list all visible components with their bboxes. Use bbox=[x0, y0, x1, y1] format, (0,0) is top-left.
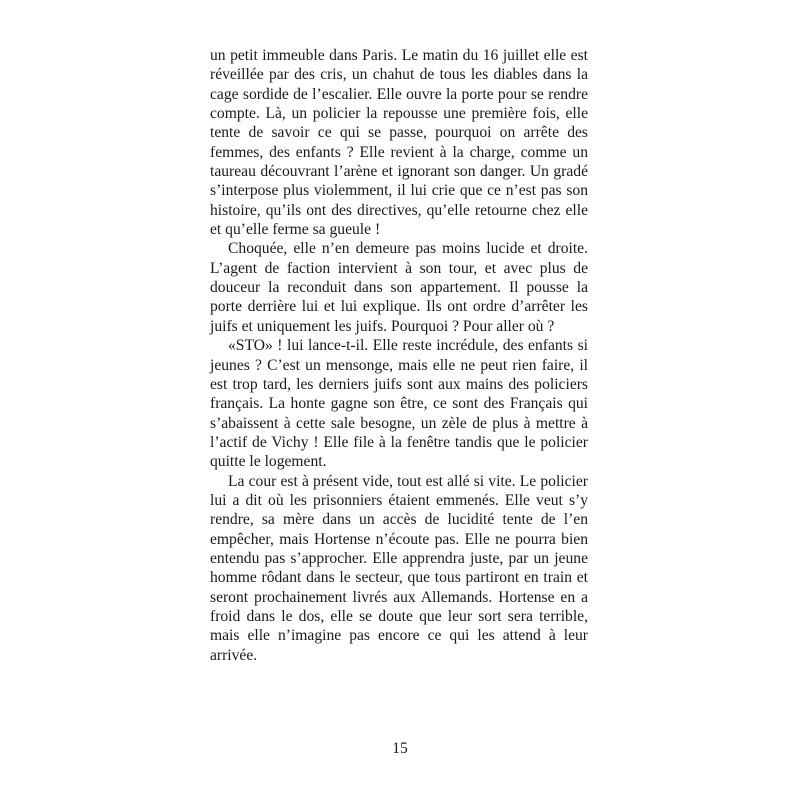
paragraph-4: La cour est à présent vide, tout est allé si vite. Le policier lui a dit où les prisonniers étaient emmenés. Elle veut s’y rendre, sa mère dans un accès de lucidité tente de l’en empêcher, mais Hortense n’écoute pas. Elle ne pourra bien entendu pas s’approcher. Elle apprendra juste, par un jeune homme rôdant dans le secteur, que tous partiront en train et seront prochainement livrés aux Allemands. Hortense en a froid dans le dos, elle se doute que leur sort sera terrible, mais elle n’imagine pas encore ce qui les attend à leur arrivée. bbox=[210, 472, 588, 664]
body-text bbox=[210, 46, 588, 665]
paragraph-2: Choquée, elle n’en demeure pas moins lucide et droite. L’agent de faction intervient à son tour, et avec plus de douceur la reconduit dans son appartement. Il pousse la porte derrière lui et lui explique. Ils ont ordre d’arrêter les juifs et uniquement les juifs. Pourquoi ? Pour aller où ? bbox=[210, 240, 588, 335]
paragraph-1: un petit immeuble dans Paris. Le matin du 16 juillet elle est réveillée par des cris, un chahut de tous les diables dans la cage sordide de l’escalier. Elle ouvre la porte pour se rendre compte. Là, un policier la repousse une première fois, elle tente de savoir ce qui se passe, pourquoi on arrête des femmes, des enfants ? Elle revient à la charge, comme un taureau découvrant l’arène et ignorant son danger. Un gradé s’interpose plus violemment, il lui crie que ce n’est pas son histoire, qu’ils ont des directives, qu’elle retourne chez elle et qu’elle ferme sa gueule ! bbox=[210, 47, 588, 239]
page-number: 15 bbox=[392, 740, 408, 757]
paragraph-3: «STO» ! lui lance-t-il. Elle reste incrédule, des enfants si jeunes ? C’est un mensonge, mais elle ne peut rien faire, il est trop tard, les derniers juifs sont aux mains des policiers français. La honte gagne son être, ce sont des Français qui s’abaissent à cette sale besogne, un zèle de plus à mettre à l’actif de Vichy ! Elle file à la fenêtre tandis que le policier quitte le logement. bbox=[210, 337, 588, 471]
